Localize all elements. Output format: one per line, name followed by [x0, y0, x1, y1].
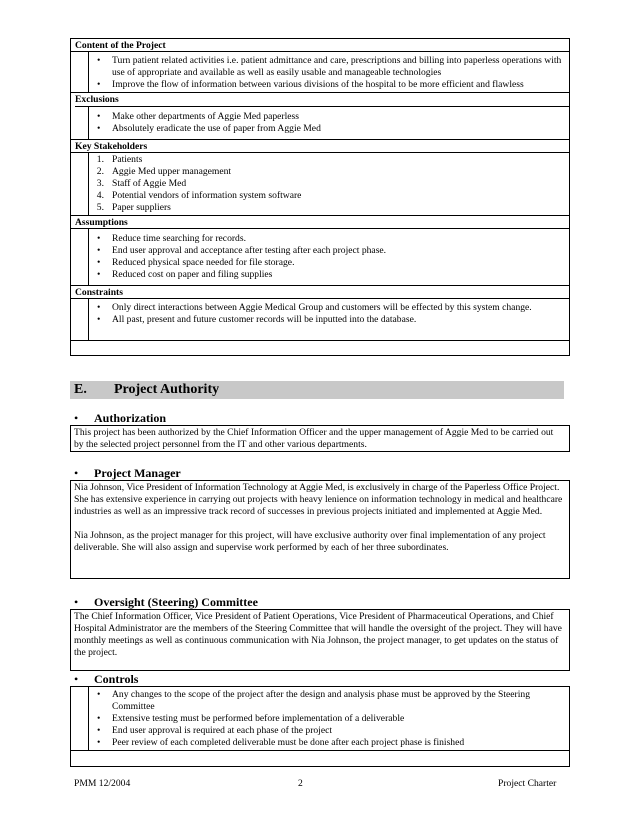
list-item: 2. Aggie Med upper management — [96, 166, 232, 177]
content-list — [92, 55, 566, 91]
table-indent-line — [88, 229, 89, 285]
list-item: • Improve the flow of information between various divisions of the hospital to be more efficient and flawless — [97, 79, 524, 90]
project-manager-text: Nia Johnson, Vice President of Information Technology at Aggie Med, is exclusively in charge of the Paperless Office Project. She has extensive experience in carrying out projects with heavy lenience on information technology in medical and healthcare industries as well as an impressive track record of successes in previous projects initiated and implemented at Aggie Med. Nia Johnson, as the project manager for this project, will have exclusive authority over final implementation of any project deliverable. She will also assign and supervise work performed by each of her three subordinates. — [74, 482, 563, 553]
list-item: • End user approval and acceptance after testing after each project phase. — [97, 245, 387, 256]
controls-heading: • Controls — [74, 672, 139, 686]
list-item: • Any changes to the scope of the project after the design and analysis phase must be approved by the Steering Committee — [97, 689, 531, 712]
list-item: 4. Potential vendors of information system software — [96, 190, 302, 201]
constraints-header: Constraints — [71, 286, 569, 299]
list-item: • All past, present and future customer records will be inputted into the database. — [97, 314, 417, 325]
list-item: • Peer review of each completed deliverable must be done after each project phase is finished — [97, 737, 465, 748]
table-divider — [71, 340, 569, 341]
footer-left: PMM 12/2004 — [74, 778, 131, 789]
list-item: • End user approval is required at each phase of the project — [97, 725, 333, 736]
authorization-heading: • Authorization — [74, 411, 166, 425]
list-item: • Reduce time searching for records. — [97, 233, 246, 244]
oversight-text: The Chief Information Officer, Vice President of Patient Operations, Vice President of Pharmaceutical Operations, and Chief Hospital Administrator are the members of the Steering Committee that will handle the oversight of the project. They will have monthly meetings as well as continuous communication with Nia Johnson, the project manager, to get updates on the status of the project. — [74, 611, 562, 658]
list-item: 3. Staff of Aggie Med — [96, 178, 187, 189]
footer-page-number: 2 — [298, 778, 303, 789]
list-item: 1. Patients — [96, 154, 143, 165]
table-indent-line — [88, 153, 89, 215]
section-title: Project Authority — [114, 382, 220, 397]
list-item: • Only direct interactions between Aggie Medical Group and customers will be effected by this system change. — [97, 302, 532, 313]
list-item: • Make other departments of Aggie Med paperless — [97, 111, 300, 122]
table-indent-line — [88, 52, 89, 92]
list-item: • Reduced physical space needed for file storage. — [97, 257, 295, 268]
constraints-list — [92, 302, 566, 326]
assumptions-header: Assumptions — [71, 216, 569, 229]
content-header: Content of the Project — [71, 39, 569, 52]
list-item: 5. Paper suppliers — [96, 202, 171, 213]
table-indent-line — [88, 687, 89, 750]
exclusions-list — [92, 111, 566, 135]
footer-right: Project Charter — [498, 778, 557, 789]
oversight-heading: • Oversight (Steering) Committee — [74, 595, 258, 609]
table-indent-line — [88, 299, 89, 340]
table-indent-line — [88, 107, 89, 139]
controls-list — [92, 689, 566, 749]
authorization-text: This project has been authorized by the Chief Information Officer and the upper management of Aggie Med to be carried out by the selected project personnel from the IT and other various departments. — [74, 427, 554, 450]
section-letter: E. — [74, 382, 87, 397]
table-divider — [71, 750, 569, 751]
list-item: • Reduced cost on paper and filing supplies — [97, 269, 273, 280]
list-item: • Extensive testing must be performed before implementation of a deliverable — [97, 713, 405, 724]
list-item: • Turn patient related activities i.e. patient admittance and care, prescriptions and billing into paperless operations with use of appropriate and available as well as easily usable and manageable technologies — [97, 55, 562, 78]
stakeholders-header: Key Stakeholders — [71, 140, 569, 153]
list-item: • Absolutely eradicate the use of paper from Aggie Med — [97, 123, 321, 134]
assumptions-list — [92, 233, 566, 281]
stakeholders-list — [92, 154, 566, 214]
project-manager-heading: • Project Manager — [74, 466, 181, 480]
exclusions-header: Exclusions — [75, 93, 569, 107]
